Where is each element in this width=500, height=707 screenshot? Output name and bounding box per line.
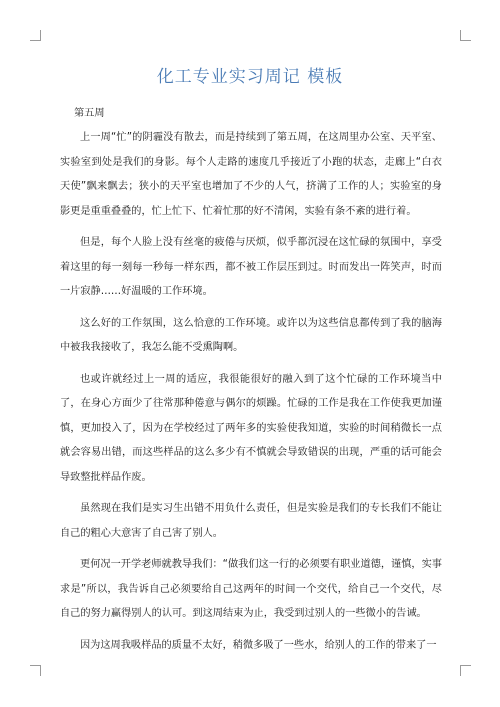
document-title: 化工专业实习周记 模板: [156, 67, 344, 87]
page-corner-mark-top-left: [30, 30, 41, 41]
page-corner-mark-bottom-right: [460, 665, 471, 676]
page-corner-mark-bottom-left: [30, 665, 41, 676]
paragraph-5: 虽然现在我们是实习生出错不用负什么责任，但是实验是我们的专长我们不能让自己的粗心大意害了自己害了别人。: [60, 503, 442, 539]
document-body: [60, 102, 442, 665]
page-corner-mark-top-right: [460, 30, 471, 41]
paragraph-4: 也或许就经过上一周的适应，我很能很好的融入到了这个忙碌的工作环境当中了，在身心方面少了往常那种倦意与偶尔的烦躁。忙碌的工作是我在工作使我更加谨慎，更加投入了，因为在学校经过了两年多的实验使我知道，实验的时间稍微长一点就会容易出错，而这些样品的这么多少有不慎就会导致错误的出现，严重的话可能会导致整批样品作废。: [60, 373, 442, 483]
paragraph-7: 因为这周我吸样品的质量不太好，稍微多吸了一些水，给别人的工作的带来了一: [80, 639, 437, 651]
week-heading: 第五周: [74, 108, 105, 119]
paragraph-1: 上一周“忙”的阴霾没有散去，而是持续到了第五周，在这周里办公室、天平室、实验室到处是我们的身影。每个人走路的速度几乎接近了小跑的状态，走廊上“白衣天使”飘来飘去；狭小的天平室也增加了不少的人气，挤满了工作的人；实验室的身影更是重重叠叠的，忙上忙下、忙着忙那的好不清闲，实验有条不紊的进行着。: [60, 132, 442, 217]
paragraph-2: 但是，每个人脸上没有丝毫的疲倦与厌烦，似乎都沉浸在这忙碌的氛围中，享受着这里的每一刻每一秒每一样东西，都不被工作层压到过。时而发出一阵笑声，时而一片寂静……好温暖的工作环境。: [60, 237, 442, 297]
paragraph-3: 这么好的工作氛围，这么恰意的工作环境。或许以为这些信息都传到了我的脑海中被我我接收了，我怎么能不受熏陶啊。: [60, 317, 442, 353]
paragraph-6: 更何况一开学老师就教导我们：“做我们这一行的必须要有职业道德，谨慎，实事求是”所以，我告诉自己必须要给自己这两年的时间一个交代，给自己一个交代，尽自己的努力赢得别人的认可。到这周结束为止，我受到过别人的一些微小的告诫。: [60, 559, 442, 619]
